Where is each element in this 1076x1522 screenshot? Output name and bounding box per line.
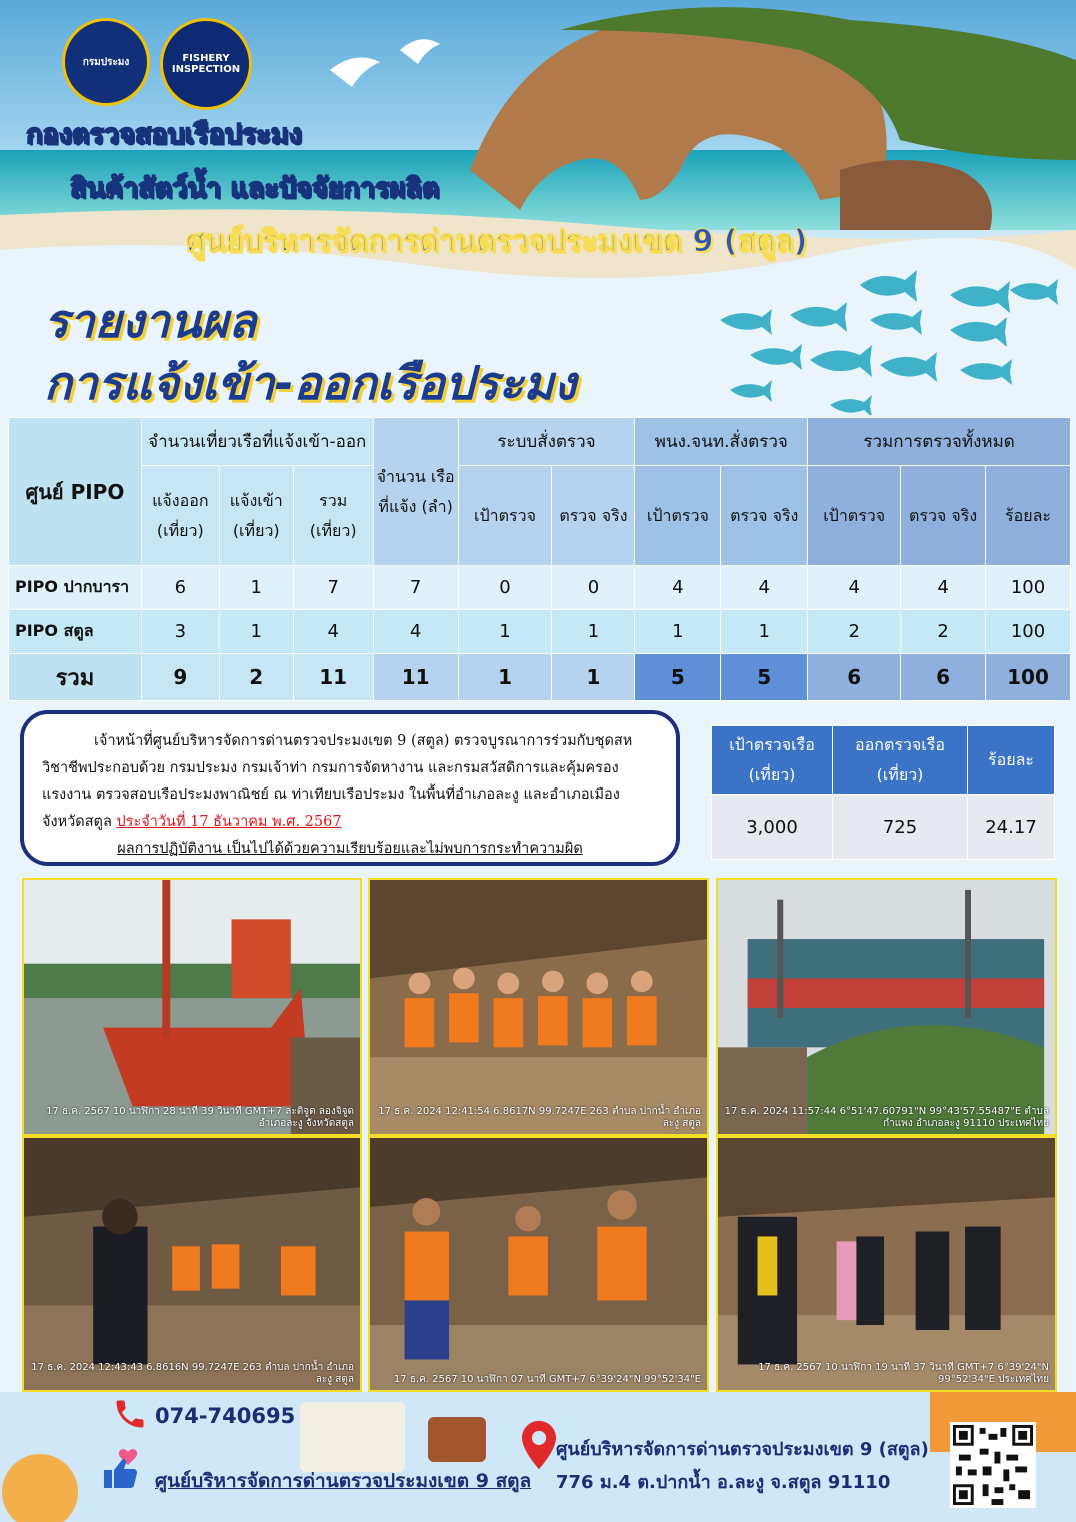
division-title: กองตรวจสอบเรือประมง (26, 119, 302, 150)
table-cell: 11 (293, 654, 373, 701)
photo-timestamp: 17 ธ.ค. 2567 10 นาฬิกา 28 นาที 39 วินาที GMT+7 ละติจูด ลองจิจูด อำเภอละงู จังหวัดสตูล (46, 1106, 354, 1129)
fishery-inspection-logo: FISHERY INSPECTION (160, 18, 252, 110)
photo-image (24, 880, 360, 1134)
phone-icon (112, 1396, 148, 1432)
table-cell: 3 (141, 610, 219, 654)
total-row (9, 654, 1071, 701)
table-cell: 5 (721, 654, 808, 701)
center-header: ศูนย์ PIPO (9, 418, 142, 566)
table-cell: 7 (293, 566, 373, 610)
report-title-line2: การแจ้งเข้า-ออกเรือประมง (44, 356, 577, 410)
summary-box (20, 710, 680, 866)
table-cell: 7 (373, 566, 458, 610)
table-cell: 1 (552, 654, 635, 701)
table-cell: 4 (901, 566, 986, 610)
photo-timestamp: 17 ธ.ค. 2567 10 นาฬิกา 07 นาที GMT+7 6°39'24"N 99°52'34"E (393, 1374, 701, 1385)
table-cell: 100 (986, 654, 1071, 701)
photo-image (370, 880, 707, 1134)
row-label: PIPO สตูล (9, 610, 142, 654)
table-cell: 1 (635, 610, 721, 654)
photo-image (370, 1138, 707, 1390)
summary-result: ผลการปฏิบัติงาน เป็นไปได้ด้วยความเรียบร้อยและไม่พบการกระทำความผิด (117, 841, 583, 857)
table-cell: 2 (901, 610, 986, 654)
target-header: เป้าตรวจเรือ (เที่ยว) (712, 726, 833, 795)
table-cell: 100 (986, 566, 1071, 610)
table-cell: 6 (901, 654, 986, 701)
officer-actual-header: ตรวจ จริง (721, 466, 808, 566)
photo-timestamp: 17 ธ.ค. 2024 11:57:44 6°51'47.60791"N 99°43'57.55487"E ตำบล กำแพง อำเภอละงู 91110 ประเทศไทย (724, 1106, 1049, 1129)
qr-code[interactable] (950, 1422, 1036, 1508)
system-inspection-header: ระบบสั่งตรวจ (458, 418, 635, 466)
table-row (9, 610, 1071, 654)
table-cell: 4 (635, 566, 721, 610)
photo-crew-documents (368, 1136, 709, 1392)
target-value: 3,000 (712, 795, 833, 860)
out-trips-header: แจ้งออก (เที่ยว) (141, 466, 219, 566)
table-cell: 4 (373, 610, 458, 654)
table-cell: 4 (808, 566, 901, 610)
table-row (9, 566, 1071, 610)
system-actual-header: ตรวจ จริง (552, 466, 635, 566)
table-cell: 1 (721, 610, 808, 654)
total-trips-header: รวม (เที่ยว) (293, 466, 373, 566)
summary-date: ประจำวันที่ 17 ธันวาคม พ.ศ. 2567 (116, 814, 342, 830)
photo-fishing-boat-dock (22, 878, 362, 1136)
photo-boat-hull-inspection (716, 878, 1057, 1136)
photo-inspection-team (716, 1136, 1057, 1392)
trips-group-header: จำนวนเที่ยวเรือที่แจ้งเข้า-ออก (141, 418, 373, 466)
in-trips-header: แจ้งเข้า (เที่ยว) (219, 466, 293, 566)
header-banner (0, 0, 1076, 290)
percent-header: ร้อยละ (986, 466, 1071, 566)
system-target-header: เป้าตรวจ (458, 466, 552, 566)
boats-header: จำนวน เรือที่แจ้ง (ลำ) (373, 418, 458, 566)
target-progress-table (711, 725, 1055, 860)
pipo-statistics-table (8, 417, 1071, 701)
address-text: 776 ม.4 ต.ปากน้ำ อ.ละงู จ.สตูล 91110 (556, 1472, 891, 1493)
fish-school-decoration (700, 265, 1070, 415)
address-name: ศูนย์บริหารจัดการด่านตรวจประมงเขต 9 (สตูล) (556, 1439, 929, 1460)
facebook-page-name[interactable]: ศูนย์บริหารจัดการด่านตรวจประมงเขต 9 สตูล (155, 1470, 532, 1492)
report-title-line1: รายงานผล (44, 294, 257, 348)
total-label: รวม (9, 654, 142, 701)
inspected-value: 725 (833, 795, 968, 860)
table-cell: 1 (219, 566, 293, 610)
percent-value: 24.17 (968, 795, 1055, 860)
center-title: ศูนย์บริหารจัดการด่านตรวจประมงเขต 9 (สตูล) (186, 224, 808, 259)
table-cell: 0 (552, 566, 635, 610)
officer-target-header: เป้าตรวจ (635, 466, 721, 566)
table-cell: 100 (986, 610, 1071, 654)
all-target-header: เป้าตรวจ (808, 466, 901, 566)
table-cell: 11 (373, 654, 458, 701)
photo-image (24, 1138, 360, 1390)
photo-group-life-jackets (368, 878, 709, 1136)
table-cell: 2 (808, 610, 901, 654)
table-cell: 4 (721, 566, 808, 610)
photo-image (718, 1138, 1055, 1390)
table-cell: 2 (219, 654, 293, 701)
photo-timestamp: 17 ธ.ค. 2024 12:43:43 6.8616N 99.7247E 263 ตำบล ปากน้ำ อำเภอละงู สตูล (31, 1362, 354, 1385)
facebook-like-icon (98, 1444, 146, 1492)
table-cell: 9 (141, 654, 219, 701)
photo-officer-checking-crew (22, 1136, 362, 1392)
all-actual-header: ตรวจ จริง (901, 466, 986, 566)
table-cell: 1 (552, 610, 635, 654)
table-cell: 1 (458, 654, 552, 701)
table-cell: 1 (458, 610, 552, 654)
phone-number[interactable]: 074-740695 (155, 1404, 296, 1428)
percent-header: ร้อยละ (968, 726, 1055, 795)
department-of-fisheries-logo: กรมประมง (62, 18, 150, 106)
table-cell: 0 (458, 566, 552, 610)
photo-image (718, 880, 1055, 1134)
table-cell: 6 (808, 654, 901, 701)
officer-inspection-header: พนง.จนท.สั่งตรวจ (635, 418, 808, 466)
table-cell: 4 (293, 610, 373, 654)
table-cell: 5 (635, 654, 721, 701)
location-pin-icon (522, 1420, 556, 1470)
photo-timestamp: 17 ธ.ค. 2024 12:41:54 6.8617N 99.7247E 263 ตำบล ปากน้ำ อำเภอละงู สตูล (378, 1106, 701, 1129)
total-inspection-header: รวมการตรวจทั้งหมด (808, 418, 1071, 466)
summary-body: เจ้าหน้าที่ศูนย์บริหารจัดการด่านตรวจประมงเขต 9 (สตูล) ตรวจบูรณาการร่วมกับชุดสหวิชาชีพประกอบด้วย กรมประมง กรมเจ้าท่า กรมการจัดหางาน และกรมสวัสดิการและคุ้มครองแรงงาน ตรวจสอบเรือประมงพาณิชย์ ณ ท่าเทียบเรือประมง ในพื้นที่อำเภอละงู และอำเภอเมือง จังหวัดสตูล (42, 733, 633, 830)
report-title (44, 290, 576, 414)
inspected-header: ออกตรวจเรือ (เที่ยว) (833, 726, 968, 795)
row-label: PIPO ปากบารา (9, 566, 142, 610)
table-cell: 6 (141, 566, 219, 610)
table-cell: 1 (219, 610, 293, 654)
footer (0, 1392, 1076, 1522)
photo-timestamp: 17 ธ.ค. 2567 10 นาฬิกา 19 นาที 37 วินาที GMT+7 6°39'24"N 99°52'34"E ประเทศไทย (758, 1362, 1049, 1385)
division-subtitle: สินค้าสัตว์น้ำ และปัจจัยการผลิต (70, 173, 440, 204)
